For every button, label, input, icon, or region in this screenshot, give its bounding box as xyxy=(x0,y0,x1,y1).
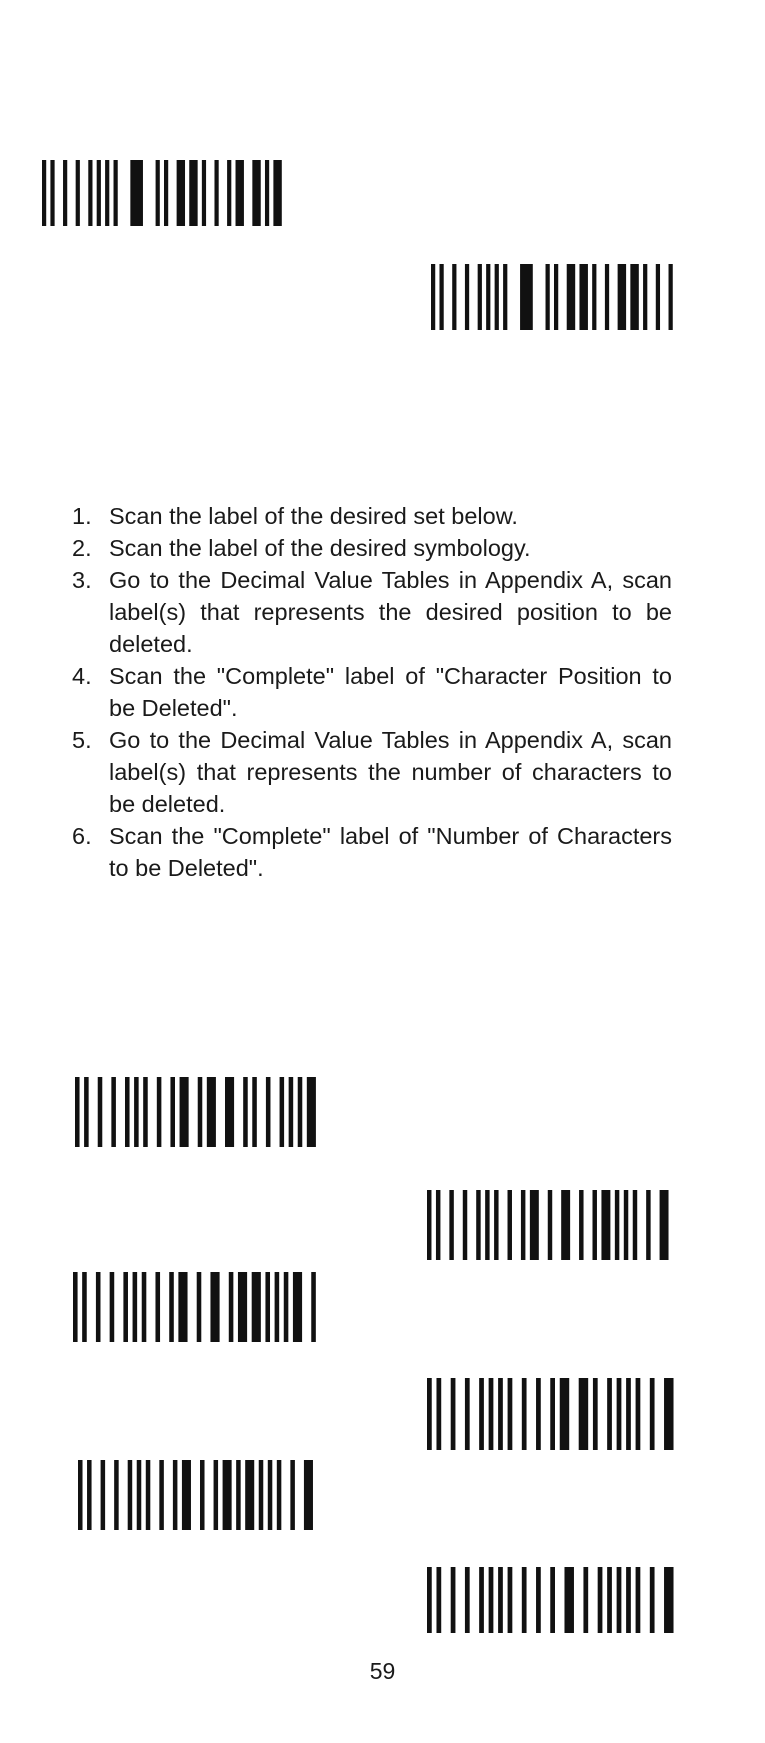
barcode-bar xyxy=(128,1460,133,1530)
barcode-bar xyxy=(478,264,482,330)
barcode-bar xyxy=(560,1378,569,1450)
barcode-bar xyxy=(479,1567,484,1633)
barcode-bar xyxy=(105,160,109,226)
barcode-bar xyxy=(236,160,244,226)
barcode-bar xyxy=(146,1460,151,1530)
barcode-bar xyxy=(479,1378,484,1450)
barcode-bar xyxy=(636,1567,641,1633)
barcode-bar xyxy=(656,264,660,330)
barcode-bar xyxy=(307,1077,316,1147)
barcode-bar xyxy=(550,1378,555,1450)
barcode-bar xyxy=(451,1567,456,1633)
barcode-bar xyxy=(178,1272,187,1342)
step-text: Go to the Decimal Value Tables in Appendix A, scan label(s) that represents the desired position to be deleted. xyxy=(109,567,672,657)
barcode-bar xyxy=(273,160,281,226)
barcode-bar xyxy=(164,160,168,226)
barcode-bar xyxy=(159,1460,164,1530)
barcode-bar xyxy=(633,1190,637,1260)
barcode-bar xyxy=(579,264,587,330)
barcode-bar xyxy=(284,1272,289,1342)
barcode-bar xyxy=(42,160,46,226)
barcode-bar xyxy=(50,160,54,226)
barcode-bar xyxy=(508,1190,512,1260)
barcode-bar xyxy=(508,1567,513,1633)
barcode-bar xyxy=(536,1567,541,1633)
barcode-bar xyxy=(63,160,67,226)
instruction-step xyxy=(72,724,672,820)
barcode-bar xyxy=(617,1567,622,1633)
barcode-bar xyxy=(427,1567,432,1633)
barcode-bar xyxy=(494,1190,498,1260)
barcode-bar xyxy=(436,1378,441,1450)
instructions-list xyxy=(72,500,672,884)
barcode-bar xyxy=(142,1272,147,1342)
barcode-6 xyxy=(427,1378,683,1450)
barcode-bar xyxy=(550,1567,555,1633)
barcode-bar xyxy=(210,1272,219,1342)
barcode-bar xyxy=(229,1272,234,1342)
barcode-bar xyxy=(495,264,499,330)
barcode-bar xyxy=(489,1567,494,1633)
barcode-7 xyxy=(78,1460,322,1530)
barcode-bar xyxy=(130,160,143,226)
barcode-bar xyxy=(607,1567,612,1633)
barcode-bar xyxy=(522,1567,527,1633)
barcode-bar xyxy=(223,1460,232,1530)
barcode-bar xyxy=(617,1378,622,1450)
barcode-bar xyxy=(451,1378,456,1450)
barcode-bar xyxy=(293,1272,302,1342)
barcode-bar xyxy=(207,1077,216,1147)
barcode-5 xyxy=(73,1272,325,1342)
barcode-bar xyxy=(155,1272,160,1342)
barcode-bar xyxy=(463,1190,467,1260)
barcode-bar xyxy=(245,1460,254,1530)
barcode-bar xyxy=(546,264,550,330)
barcode-2 xyxy=(431,264,677,330)
step-text: Scan the label of the desired symbology. xyxy=(109,535,531,561)
barcode-bar xyxy=(289,1077,294,1147)
barcode-bar xyxy=(601,1190,610,1260)
barcode-bar xyxy=(123,1272,128,1342)
barcode-bar xyxy=(304,1460,313,1530)
barcode-bar xyxy=(598,1567,603,1633)
barcode-bar xyxy=(114,160,118,226)
barcode-bar xyxy=(189,160,197,226)
barcode-bar xyxy=(650,1378,655,1450)
barcode-bar xyxy=(202,160,206,226)
barcode-bar xyxy=(170,1077,175,1147)
barcode-bar xyxy=(503,264,507,330)
barcode-bar xyxy=(567,264,575,330)
barcode-bar xyxy=(643,264,647,330)
barcode-bar xyxy=(265,160,269,226)
barcode-bar xyxy=(177,160,185,226)
barcode-bar xyxy=(498,1378,503,1450)
barcode-bar xyxy=(197,1272,202,1342)
barcode-bar xyxy=(96,1272,101,1342)
barcode-bar xyxy=(134,1077,139,1147)
barcode-bar xyxy=(182,1460,191,1530)
barcode-bar xyxy=(431,264,435,330)
barcode-bar xyxy=(465,1567,470,1633)
step-text: Go to the Decimal Value Tables in Appendix A, scan label(s) that represents the number of characters to be deleted. xyxy=(109,727,672,817)
barcode-bar xyxy=(290,1460,295,1530)
instruction-step xyxy=(72,660,672,724)
instruction-step xyxy=(72,500,672,532)
barcode-bar xyxy=(579,1378,588,1450)
barcode-bar xyxy=(561,1190,570,1260)
barcode-bar xyxy=(650,1567,655,1633)
barcode-bar xyxy=(156,160,160,226)
barcode-bar xyxy=(427,1378,432,1450)
barcode-bar xyxy=(522,1378,527,1450)
barcode-bar xyxy=(157,1077,162,1147)
barcode-bar xyxy=(579,1190,583,1260)
barcode-bar xyxy=(476,1190,480,1260)
barcode-bar xyxy=(646,1190,650,1260)
step-number: 2. xyxy=(72,535,92,561)
barcode-bar xyxy=(486,264,490,330)
barcode-bar xyxy=(669,264,673,330)
barcode-bar xyxy=(536,1378,541,1450)
step-text: Scan the label of the desired set below. xyxy=(109,503,518,529)
barcode-bar xyxy=(636,1378,641,1450)
step-number: 3. xyxy=(72,567,92,593)
barcode-bar xyxy=(275,1272,280,1342)
barcode-bar xyxy=(660,1190,669,1260)
barcode-bar xyxy=(110,1272,115,1342)
barcode-bar xyxy=(75,1077,80,1147)
barcode-bar xyxy=(143,1077,148,1147)
step-number: 6. xyxy=(72,823,92,849)
step-number: 4. xyxy=(72,663,92,689)
barcode-bar xyxy=(583,1567,588,1633)
barcode-bar xyxy=(280,1077,285,1147)
barcode-8 xyxy=(427,1567,683,1633)
barcode-bar xyxy=(88,160,92,226)
barcode-bar xyxy=(607,1378,612,1450)
barcode-bar xyxy=(298,1077,303,1147)
barcode-bar xyxy=(452,264,456,330)
barcode-bar xyxy=(449,1190,453,1260)
barcode-bar xyxy=(84,1077,89,1147)
barcode-bar xyxy=(111,1077,116,1147)
barcode-3 xyxy=(75,1077,325,1147)
step-number: 5. xyxy=(72,727,92,753)
barcode-bar xyxy=(664,1567,673,1633)
barcode-bar xyxy=(180,1077,189,1147)
barcode-bar xyxy=(76,160,80,226)
barcode-bar xyxy=(227,160,231,226)
barcode-1 xyxy=(42,160,286,226)
barcode-bar xyxy=(465,264,469,330)
barcode-bar xyxy=(236,1460,241,1530)
step-text: Scan the "Complete" label of "Number of Characters to be Deleted". xyxy=(109,823,672,881)
barcode-bar xyxy=(243,1077,248,1147)
barcode-bar xyxy=(101,1460,106,1530)
barcode-bar xyxy=(252,1077,257,1147)
barcode-bar xyxy=(630,264,638,330)
barcode-bar xyxy=(465,1378,470,1450)
barcode-bar xyxy=(200,1460,205,1530)
barcode-bar xyxy=(266,1077,271,1147)
barcode-bar xyxy=(615,1190,619,1260)
barcode-bar xyxy=(169,1272,174,1342)
barcode-bar xyxy=(485,1190,489,1260)
barcode-bar xyxy=(439,264,443,330)
barcode-bar xyxy=(605,264,609,330)
barcode-bar xyxy=(624,1190,628,1260)
step-text: Scan the "Complete" label of "Character Position to be Deleted". xyxy=(109,663,672,721)
barcode-bar xyxy=(78,1460,83,1530)
barcode-bar xyxy=(592,1190,596,1260)
barcode-bar xyxy=(87,1460,92,1530)
barcode-bar xyxy=(311,1272,316,1342)
barcode-bar xyxy=(277,1460,282,1530)
barcode-bar xyxy=(252,160,260,226)
instruction-step xyxy=(72,820,672,884)
barcode-bar xyxy=(238,1272,247,1342)
barcode-bar xyxy=(225,1077,234,1147)
barcode-bar xyxy=(133,1272,138,1342)
barcode-bar xyxy=(73,1272,78,1342)
barcode-bar xyxy=(97,160,101,226)
barcode-bar xyxy=(137,1460,142,1530)
barcode-bar xyxy=(82,1272,87,1342)
barcode-bar xyxy=(554,264,558,330)
barcode-bar xyxy=(664,1378,673,1450)
barcode-bar xyxy=(198,1077,203,1147)
barcode-bar xyxy=(508,1378,513,1450)
barcode-bar xyxy=(489,1378,494,1450)
barcode-bar xyxy=(214,1460,219,1530)
step-number: 1. xyxy=(72,503,92,529)
instruction-step xyxy=(72,564,672,660)
barcode-bar xyxy=(592,264,596,330)
barcode-bar xyxy=(436,1190,440,1260)
barcode-bar xyxy=(427,1190,431,1260)
barcode-bar xyxy=(618,264,626,330)
barcode-bar xyxy=(252,1272,261,1342)
barcode-bar xyxy=(593,1378,598,1450)
instruction-step xyxy=(72,532,672,564)
barcode-bar xyxy=(265,1272,270,1342)
barcode-bar xyxy=(498,1567,503,1633)
barcode-bar xyxy=(626,1567,631,1633)
barcode-4 xyxy=(427,1190,673,1260)
barcode-bar xyxy=(626,1378,631,1450)
page-number: 59 xyxy=(369,1658,396,1684)
barcode-bar xyxy=(173,1460,178,1530)
barcode-bar xyxy=(125,1077,130,1147)
barcode-bar xyxy=(98,1077,103,1147)
barcode-bar xyxy=(436,1567,441,1633)
barcode-bar xyxy=(268,1460,273,1530)
barcode-bar xyxy=(548,1190,552,1260)
barcode-bar xyxy=(114,1460,119,1530)
barcode-bar xyxy=(520,264,533,330)
barcode-bar xyxy=(530,1190,539,1260)
barcode-bar xyxy=(259,1460,264,1530)
barcode-bar xyxy=(521,1190,525,1260)
barcode-bar xyxy=(214,160,218,226)
barcode-bar xyxy=(564,1567,573,1633)
